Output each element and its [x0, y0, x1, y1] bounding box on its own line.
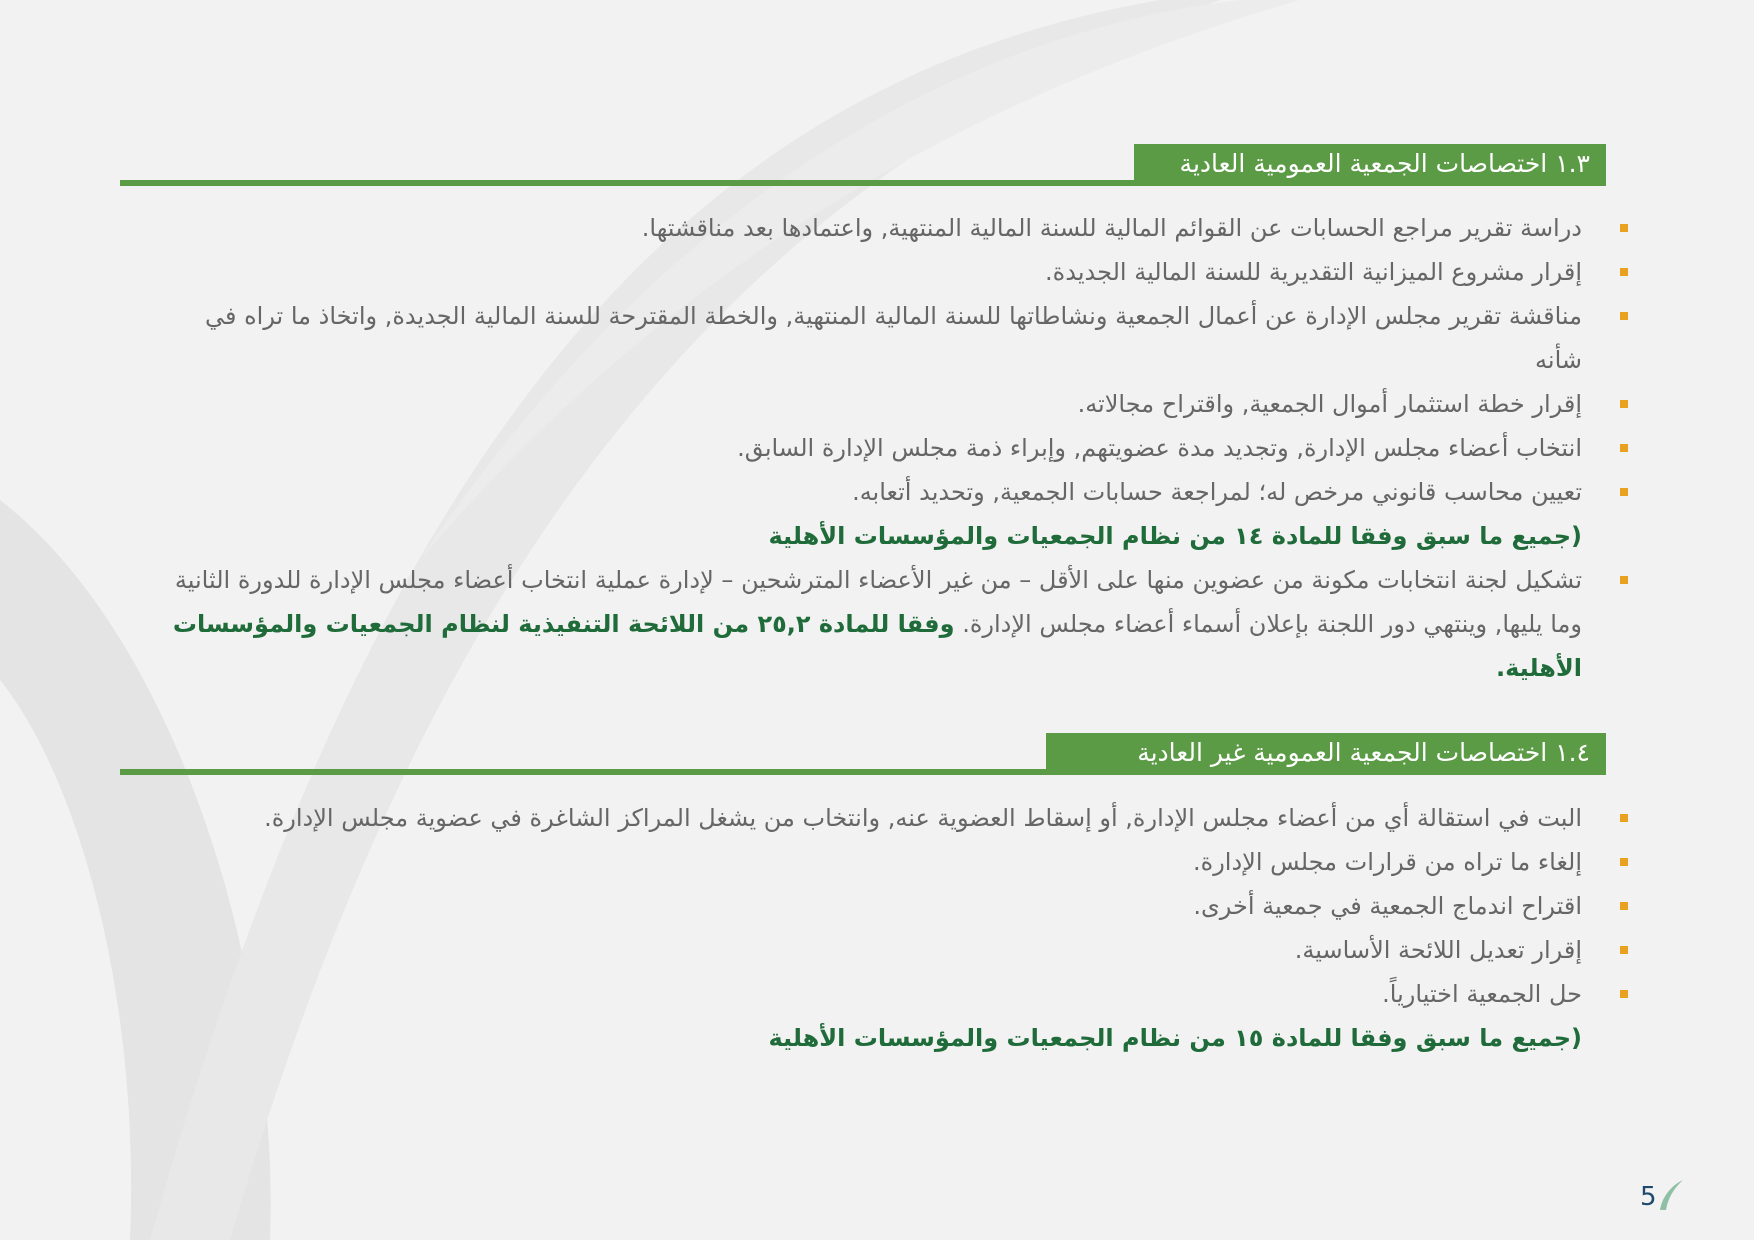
list-item: دراسة تقرير مراجع الحسابات عن القوائم المالية للسنة المالية المنتهية, واعتمادها بعد مناقشتها.	[156, 206, 1586, 250]
bullet-icon	[1620, 576, 1628, 584]
section-header	[120, 733, 1606, 775]
bullet-icon	[1620, 946, 1628, 954]
bullet-icon	[1620, 400, 1628, 408]
section-header	[120, 144, 1606, 186]
extraordinary-assembly-list	[156, 796, 1586, 1060]
list-item: إقرار تعديل اللائحة الأساسية.	[156, 928, 1586, 972]
bullet-icon	[1620, 224, 1628, 232]
legal-reference-note: (جميع ما سبق وفقا للمادة ١٤ من نظام الجمعيات والمؤسسات الأهلية	[768, 522, 1582, 550]
list-item: البت في استقالة أي من أعضاء مجلس الإدارة, أو إسقاط العضوية عنه, وانتخاب من يشغل المراكز الشاغرة في عضوية مجلس الإدارة.	[156, 796, 1586, 840]
legal-reference-note: (جميع ما سبق وفقا للمادة ١٥ من نظام الجمعيات والمؤسسات الأهلية	[768, 1024, 1582, 1052]
list-item: حل الجمعية اختيارياً.	[156, 972, 1586, 1016]
list-item: مناقشة تقرير مجلس الإدارة عن أعمال الجمعية ونشاطاتها للسنة المالية المنتهية, والخطة المقترحة للسنة المالية الجديدة, واتخاذ ما تراه في شأنه	[156, 294, 1586, 382]
bullet-icon	[1620, 312, 1628, 320]
list-item: إقرار مشروع الميزانية التقديرية للسنة المالية الجديدة.	[156, 250, 1586, 294]
section-title: ١.٣ اختصاصات الجمعية العمومية العادية	[1134, 144, 1606, 186]
bullet-icon	[1620, 902, 1628, 910]
page-number: 5	[1640, 1182, 1657, 1212]
section-title: ١.٤ اختصاصات الجمعية العمومية غير العادية	[1046, 733, 1606, 775]
list-item: اقتراح اندماج الجمعية في جمعية أخرى.	[156, 884, 1586, 928]
list-item: تشكيل لجنة انتخابات مكونة من عضوين منها على الأقل – من غير الأعضاء المترشحين – لإدارة عملية انتخاب أعضاء مجلس الإدارة للدورة الثانية وما يليها, وينتهي دور اللجنة بإعلان أسماء أعضاء مجلس الإدارة. وفقا للمادة ٢٥,٢ من اللائحة التنفيذية لنظام الجمعيات والمؤسسات الأهلية.	[156, 558, 1586, 690]
bullet-icon	[1620, 990, 1628, 998]
list-item: تعيين محاسب قانوني مرخص له؛ لمراجعة حسابات الجمعية, وتحديد أتعابه.	[156, 470, 1586, 514]
bullet-icon	[1620, 268, 1628, 276]
legal-reference: وفقا للمادة ٢٥,٢ من اللائحة التنفيذية لنظام الجمعيات والمؤسسات الأهلية.	[172, 610, 1582, 682]
bullet-icon	[1620, 488, 1628, 496]
bullet-icon	[1620, 858, 1628, 866]
list-item: إلغاء ما تراه من قرارات مجلس الإدارة.	[156, 840, 1586, 884]
list-item: انتخاب أعضاء مجلس الإدارة, وتجديد مدة عضويتهم, وإبراء ذمة مجلس الإدارة السابق.	[156, 426, 1586, 470]
bullet-icon	[1620, 444, 1628, 452]
bullet-icon	[1620, 814, 1628, 822]
list-item: إقرار خطة استثمار أموال الجمعية, واقتراح مجالاته.	[156, 382, 1586, 426]
ordinary-assembly-list	[156, 206, 1586, 690]
page-mark-icon	[1656, 1178, 1684, 1212]
